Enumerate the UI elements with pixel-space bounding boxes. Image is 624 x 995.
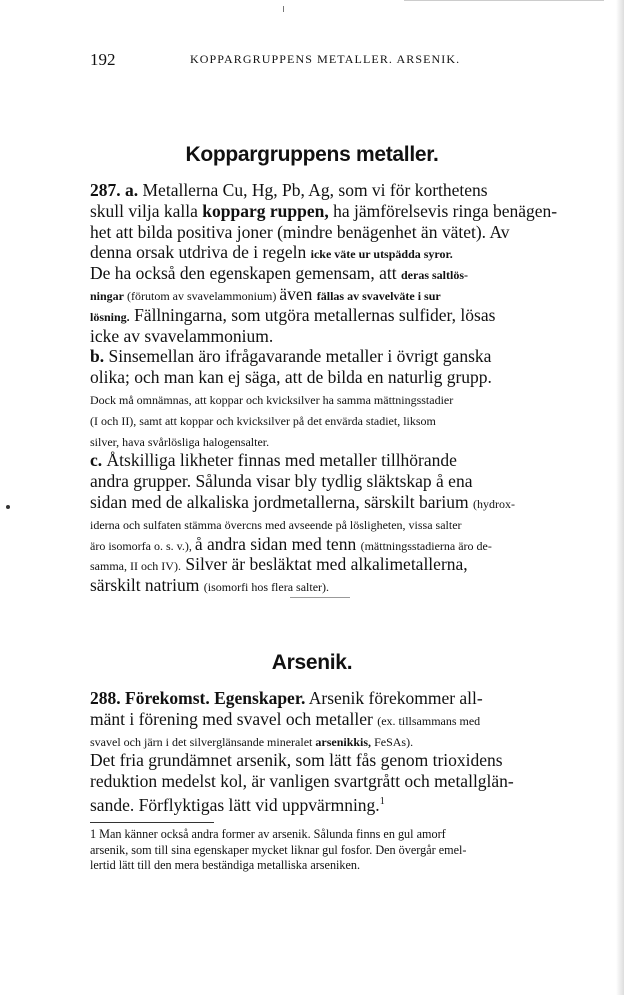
text-segment: deras saltlös- <box>401 268 468 283</box>
text-segment: andra grupper. Sålunda visar bly tydlig släktskap å ena <box>90 471 473 492</box>
text-line <box>90 201 578 222</box>
text-segment: Åtskilliga likheter finnas med metaller tillhörande <box>106 450 457 471</box>
text-line <box>90 730 578 751</box>
text-segment: silver, hava svårlösliga halogensalter. <box>90 434 270 449</box>
text-segment: även <box>279 283 317 304</box>
text-segment: denna orsak utdriva de i regeln <box>90 242 311 263</box>
text-line <box>90 409 578 430</box>
text-line <box>90 554 578 575</box>
text-segment: (isomorfi hos flera salter). <box>203 580 330 595</box>
text-segment: Silver är besläktat med alkalimetallerna, <box>180 554 468 575</box>
text-segment: b. <box>90 346 109 367</box>
text-segment: samma, II och IV). <box>90 559 181 574</box>
text-segment: ha jämförelsevis ringa benägen- <box>333 200 558 221</box>
text-segment: lösning. <box>90 309 130 324</box>
text-segment: icke väte ur utspädda syror. <box>310 247 453 262</box>
text-segment: 287. a. <box>90 180 143 200</box>
text-segment: 288. Förekomst. Egenskaper. <box>90 688 306 708</box>
footnote-line: 1 Man känner också andra former av arsenik. Sålunda finns en gul amorf <box>90 827 446 841</box>
text-segment: De ha också den egenskapen gemensam, att <box>90 263 401 284</box>
text-segment: c. <box>90 450 107 471</box>
scan-mark <box>283 6 284 12</box>
text-segment: olika; och man kan ej säga, att de bilda en naturlig grupp. <box>90 367 492 388</box>
text-segment: sidan med de alkaliska jordmetallerna, särskilt barium <box>90 491 473 512</box>
text-segment: särskilt natrium <box>90 575 204 596</box>
footnote-line: arsenik, som till sina egenskaper mycket liknar gul fosfor. Den övergår emel- <box>90 842 467 857</box>
text-segment: (förutom av svavelammonium) <box>124 288 280 303</box>
margin-dot <box>6 505 10 509</box>
section-title-arsenik: Arsenik. <box>271 651 353 674</box>
text-segment: Arsenik förekommer all- <box>305 688 483 708</box>
text-segment: (hydrox- <box>472 496 515 511</box>
text-line <box>90 513 578 534</box>
text-segment: fällas av svavelväte i sur <box>316 288 441 303</box>
text-line <box>90 326 578 347</box>
text-segment: skull vilja kalla <box>90 200 203 221</box>
text-segment: kopparg ruppen, <box>202 200 334 221</box>
text-line <box>90 709 578 730</box>
text-line <box>90 771 578 792</box>
section-divider <box>290 597 350 598</box>
text-line <box>90 575 578 596</box>
text-segment: mänt i förening med svavel och metaller <box>90 708 378 729</box>
text-line <box>90 263 578 284</box>
text-line <box>90 450 578 471</box>
text-line <box>90 430 578 451</box>
text-line <box>90 346 578 367</box>
text-segment: reduktion medelst kol, är vanligen svartgrått och metallglän- <box>90 771 514 792</box>
top-edge-line <box>404 0 604 1</box>
text-segment: ningar <box>90 288 125 303</box>
paragraph-288 <box>90 688 578 813</box>
text-segment: (mättningsstadierna äro de- <box>360 538 492 553</box>
text-segment: äro isomorfa o. s. v.), <box>90 538 195 553</box>
text-segment: Dock må omnämnas, att koppar och kvicksilver ha samma mättningsstadier <box>90 392 454 407</box>
text-segment: svavel och järn i det silverglänsande mineralet <box>90 734 316 749</box>
text-segment: Sinsemellan äro ifrågavarande metaller i övrigt ganska <box>108 346 492 367</box>
text-segment: Fällningarna, som utgöra metallernas sulfider, lösas <box>129 304 496 325</box>
text-segment: Det fria grundämnet arsenik, som lätt fås genom trioxidens <box>90 750 503 771</box>
text-line <box>90 792 578 813</box>
text-line <box>90 222 578 243</box>
text-line <box>90 242 578 263</box>
text-line <box>90 388 578 409</box>
footnote-rule <box>90 822 214 823</box>
text-line <box>90 367 578 388</box>
text-line <box>90 492 578 513</box>
text-segment: het att bilda positiva joner (mindre benägenhet än vätet). Av <box>90 221 510 242</box>
text-line <box>90 750 578 771</box>
footnote <box>90 827 578 874</box>
text-line <box>90 305 578 326</box>
text-segment: Metallerna Cu, Hg, Pb, Ag, som vi för korthetens <box>142 180 488 200</box>
text-line <box>90 180 578 201</box>
text-segment: (ex. tillsammans med <box>377 713 481 728</box>
text-line <box>90 688 578 709</box>
text-segment: 1 <box>379 795 385 807</box>
running-title: KOPPARGRUPPENS METALLER. ARSENIK. <box>190 52 461 66</box>
text-segment: arsenikkis, <box>315 734 375 749</box>
text-line <box>90 534 578 555</box>
section-title-koppargruppen: Koppargruppens metaller. <box>185 143 439 166</box>
text-segment: FeSAs). <box>374 734 414 749</box>
paragraph-287 <box>90 180 578 596</box>
footnote-line: lertid lätt till den mera beständiga metalliska arseniken. <box>90 858 361 872</box>
page-number: 192 <box>90 50 116 69</box>
text-segment: iderna och sulfaten stämma övercns med avseende på lösligheten, vissa salter <box>90 517 462 532</box>
text-segment: sande. Förflyktigas lätt vid uppvärmning. <box>90 794 380 815</box>
text-line <box>90 471 578 492</box>
text-segment: (I och II), samt att koppar och kvicksilver på det envärda stadiet, liksom <box>90 413 436 428</box>
text-segment: icke av svavelammonium. <box>90 325 274 346</box>
text-line <box>90 284 578 305</box>
text-segment: å andra sidan med tenn <box>194 533 361 554</box>
